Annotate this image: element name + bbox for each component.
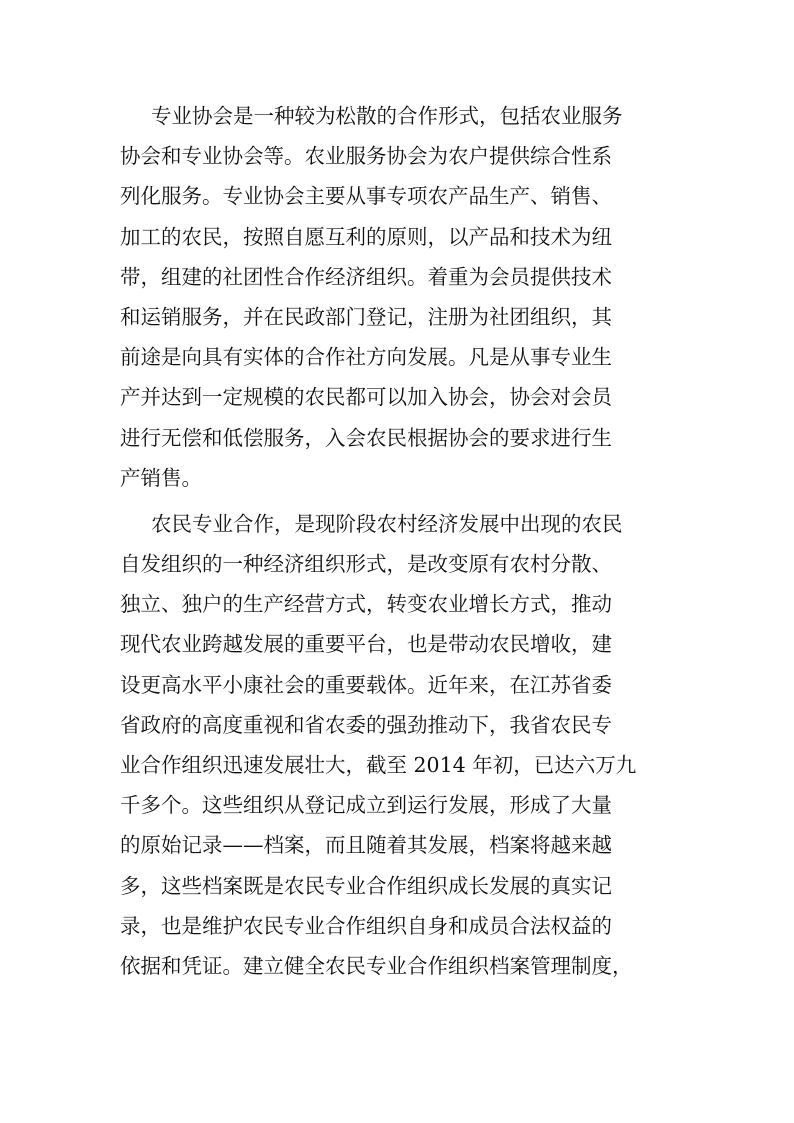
paragraph-line: 前途是向具有实体的合作社方向发展。凡是从事专业生 xyxy=(120,345,612,370)
paragraph-line: 列化服务。专业协会主要从事专项农产品生产、销售、 xyxy=(120,184,612,209)
paragraph-line: 产并达到一定规模的农民都可以加入协会，协会对会员 xyxy=(120,385,612,410)
document-body xyxy=(120,96,680,986)
paragraph-line: 省政府的高度重视和省农委的强劲推动下，我省农民专 xyxy=(120,712,612,737)
paragraph-line: 独立、独户的生产经营方式，转变农业增长方式，推动 xyxy=(120,592,612,617)
paragraph-line: 设更高水平小康社会的重要载体。近年来，在江苏省委 xyxy=(120,672,612,697)
paragraph-line: 的原始记录——档案，而且随着其发展，档案将越来越 xyxy=(120,833,612,858)
paragraph-line: 千多个。这些组织从登记成立到运行发展，形成了大量 xyxy=(120,793,612,818)
paragraph-line: 业合作组织迅速发展壮大，截至 2014 年初，已达六万九 xyxy=(120,753,637,777)
paragraph-line: 产销售。 xyxy=(120,465,202,490)
paragraph-1 xyxy=(120,96,680,498)
paragraph-line: 协会和专业协会等。农业服务协会为农户提供综合性系 xyxy=(120,144,612,169)
paragraph-line: 依据和凭证。建立健全农民专业合作组织档案管理制度， xyxy=(120,953,633,978)
paragraph-line: 录，也是维护农民专业合作组织自身和成员合法权益的 xyxy=(120,913,612,938)
paragraph-line: 现代农业跨越发展的重要平台，也是带动农民增收，建 xyxy=(120,632,612,657)
paragraph-line: 专业协会是一种较为松散的合作形式，包括农业服务 xyxy=(151,104,623,128)
paragraph-line: 农民专业合作，是现阶段农村经济发展中出现的农民 xyxy=(151,511,623,536)
paragraph-line: 自发组织的一种经济组织形式，是改变原有农村分散、 xyxy=(120,552,612,577)
paragraph-line: 带，组建的社团性合作经济组织。着重为会员提供技术 xyxy=(120,264,612,289)
paragraph-line: 多，这些档案既是农民专业合作组织成长发展的真实记 xyxy=(120,873,612,898)
paragraph-line: 进行无偿和低偿服务，入会农民根据协会的要求进行生 xyxy=(120,425,612,450)
paragraph-line: 和运销服务，并在民政部门登记，注册为社团组织，其 xyxy=(120,304,612,329)
paragraph-line: 加工的农民，按照自愿互利的原则，以产品和技术为纽 xyxy=(120,224,612,249)
paragraph-2 xyxy=(120,504,680,986)
